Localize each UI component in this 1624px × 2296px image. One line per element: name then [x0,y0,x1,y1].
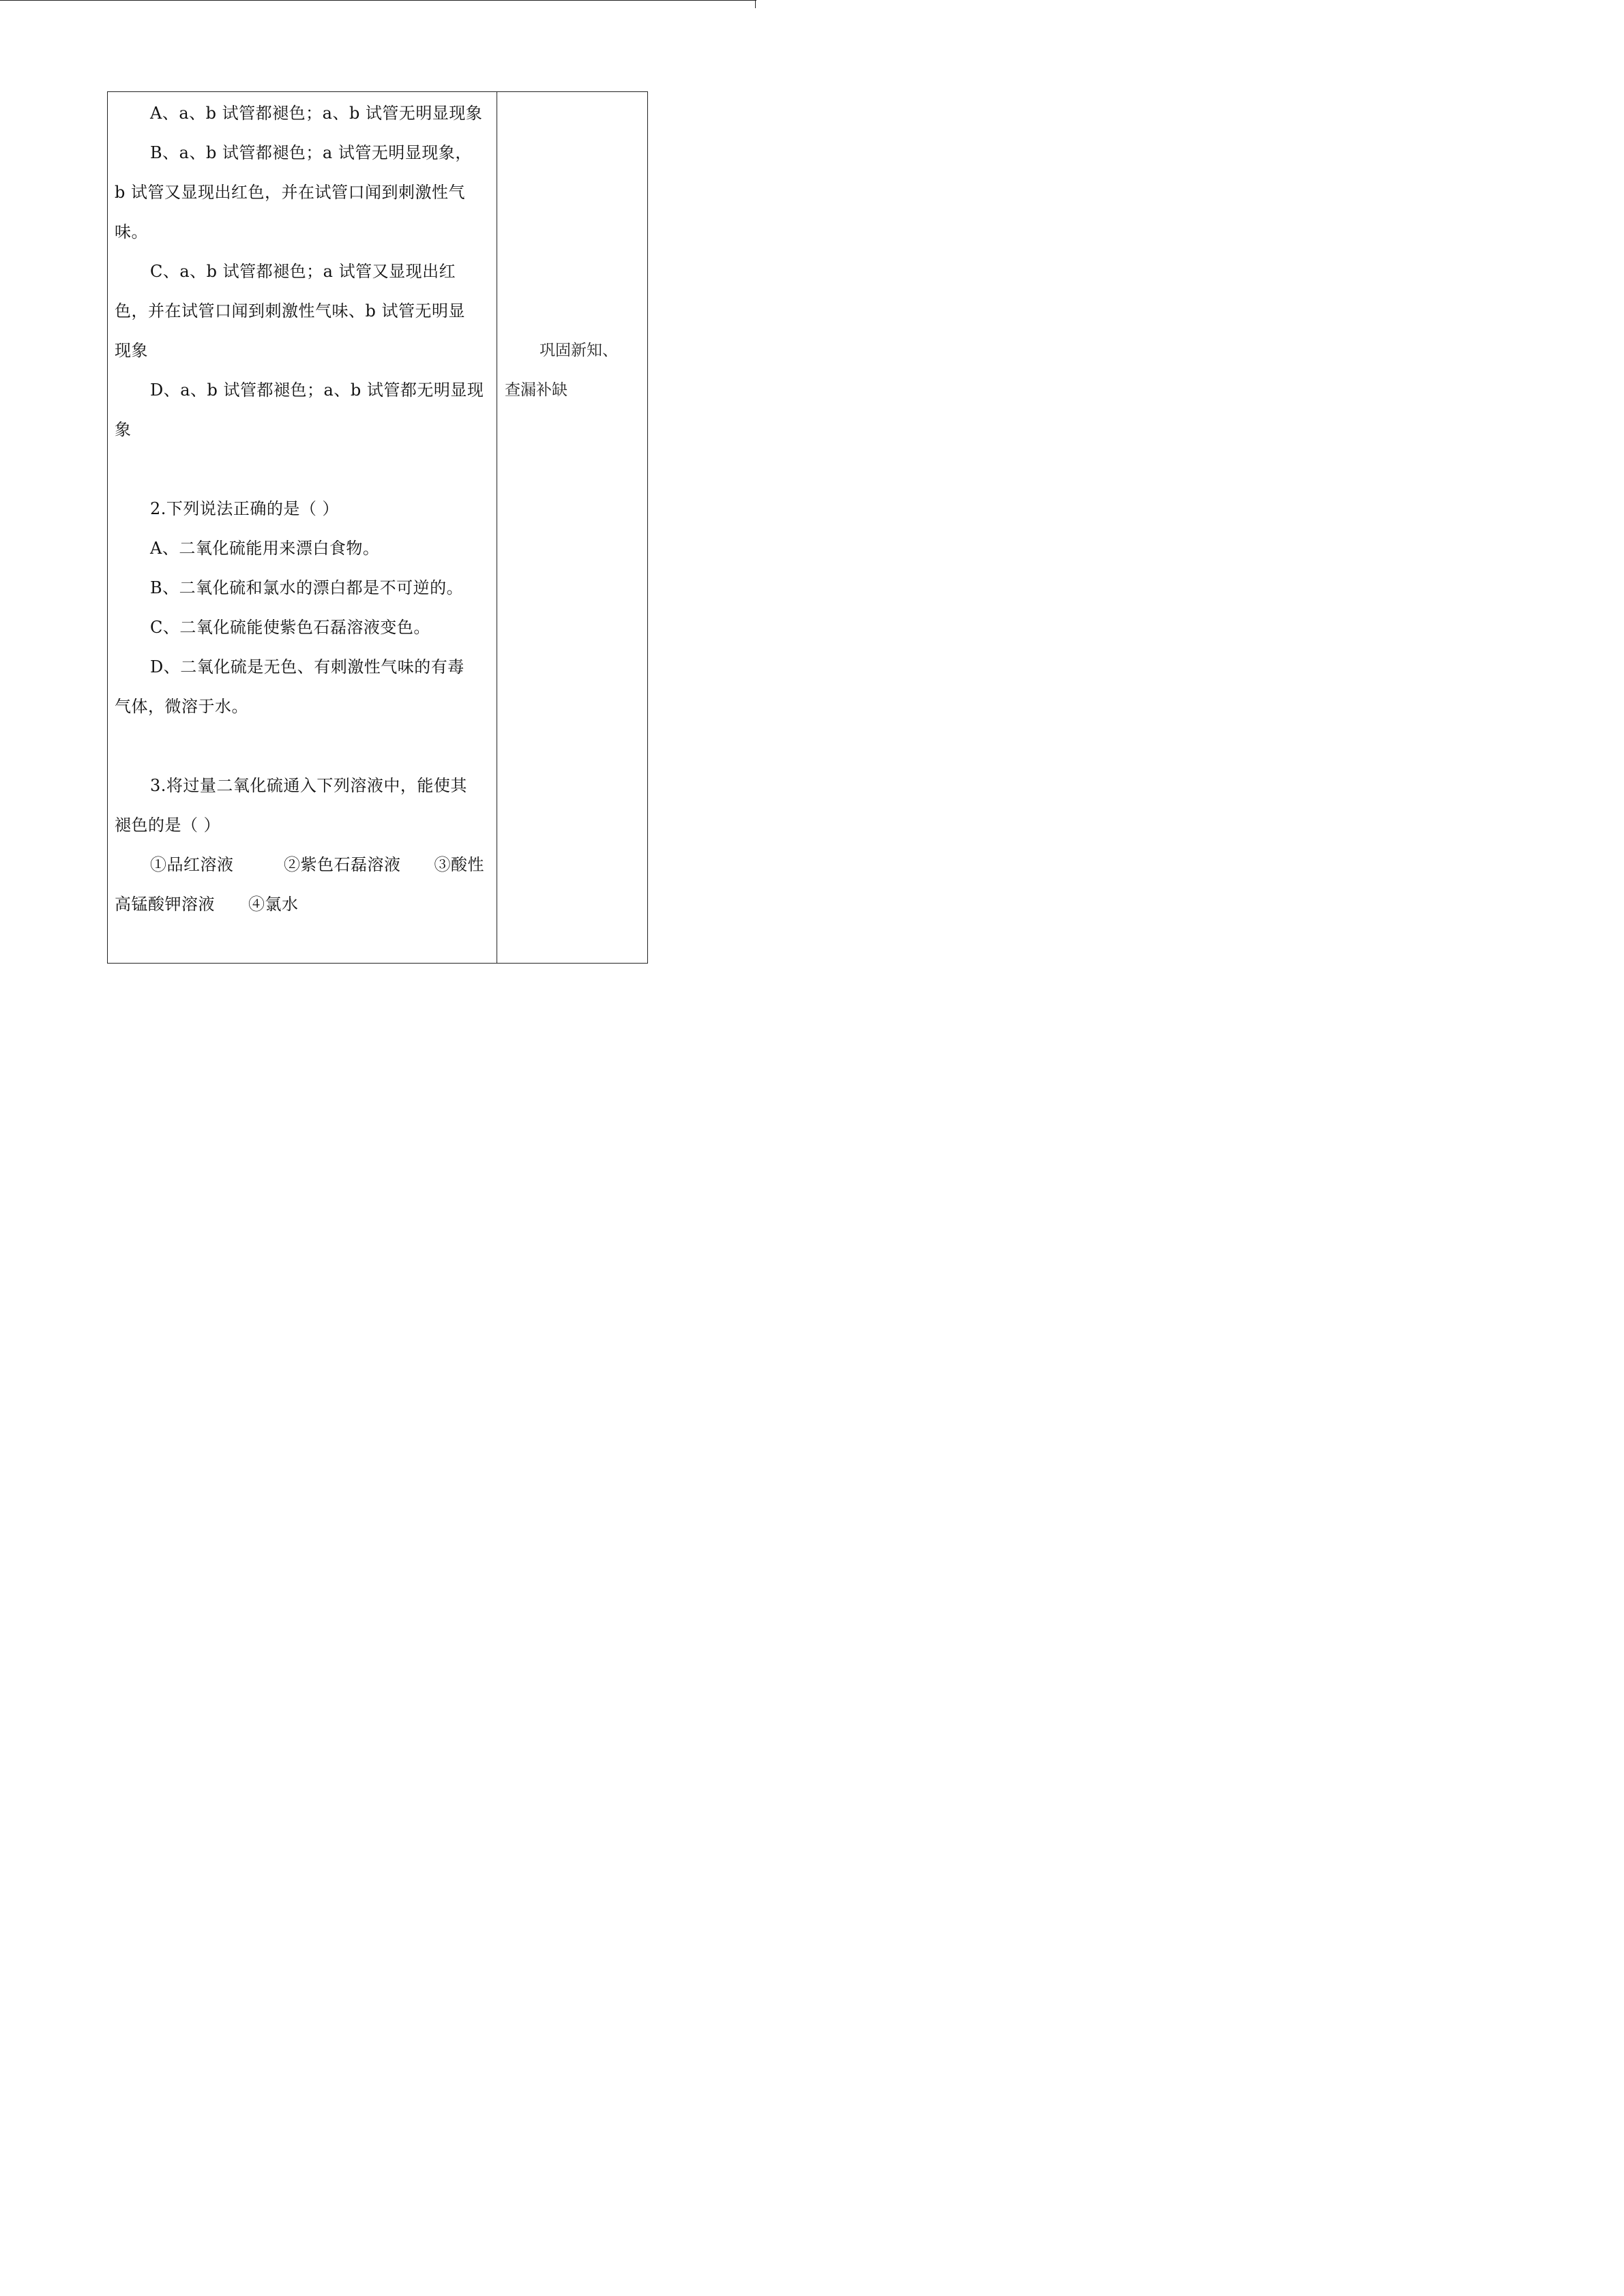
q1-option-c: C、a、b 试管都褪色；a 试管又显现出红 [150,262,456,281]
q1-option-a: A、a、b 试管都褪色；a、b 试管无明显现象 [150,104,483,123]
q1-option-c-cont: 现象 [115,341,148,360]
q2-stem: 2.下列说法正确的是（ ） [150,499,340,518]
q2-option-a: A、二氧化硫能用来漂白食物。 [150,539,380,558]
q1-option-d: D、a、b 试管都褪色；a、b 试管都无明显现 [150,381,484,400]
page-corner-mark [755,0,756,8]
page-top-border [0,0,756,1]
q1-option-b-cont: b 试管又显现出红色，并在试管口闻到刺激性气 [115,183,465,202]
q2-option-c: C、二氧化硫能使紫色石磊溶液变色。 [150,618,430,637]
q1-option-b: B、a、b 试管都褪色；a 试管无明显现象， [150,143,472,162]
side-note-line2: 查漏补缺 [505,381,567,399]
q3-choices: ①品红溶液 ②紫色石磊溶液 ③酸性 [150,855,484,874]
side-note-line1: 巩固新知、 [540,342,618,359]
q1-option-c-cont: 色，并在试管口闻到刺激性气味、b 试管无明显 [115,301,465,320]
lesson-table [107,91,648,964]
q2-option-d-cont: 气体，微溶于水。 [115,697,248,716]
q3-stem: 3.将过量二氧化硫通入下列溶液中，能使其 [150,776,467,795]
q2-option-d: D、二氧化硫是无色、有刺激性气味的有毒 [150,657,464,676]
q3-stem-cont: 褪色的是（ ） [115,816,221,835]
q2-option-b: B、二氧化硫和氯水的漂白都是不可逆的。 [150,578,464,597]
q1-option-b-cont: 味。 [115,222,148,241]
q1-option-d-cont: 象 [115,420,132,439]
q3-choices-cont: 高锰酸钾溶液 ④氯水 [115,895,299,914]
